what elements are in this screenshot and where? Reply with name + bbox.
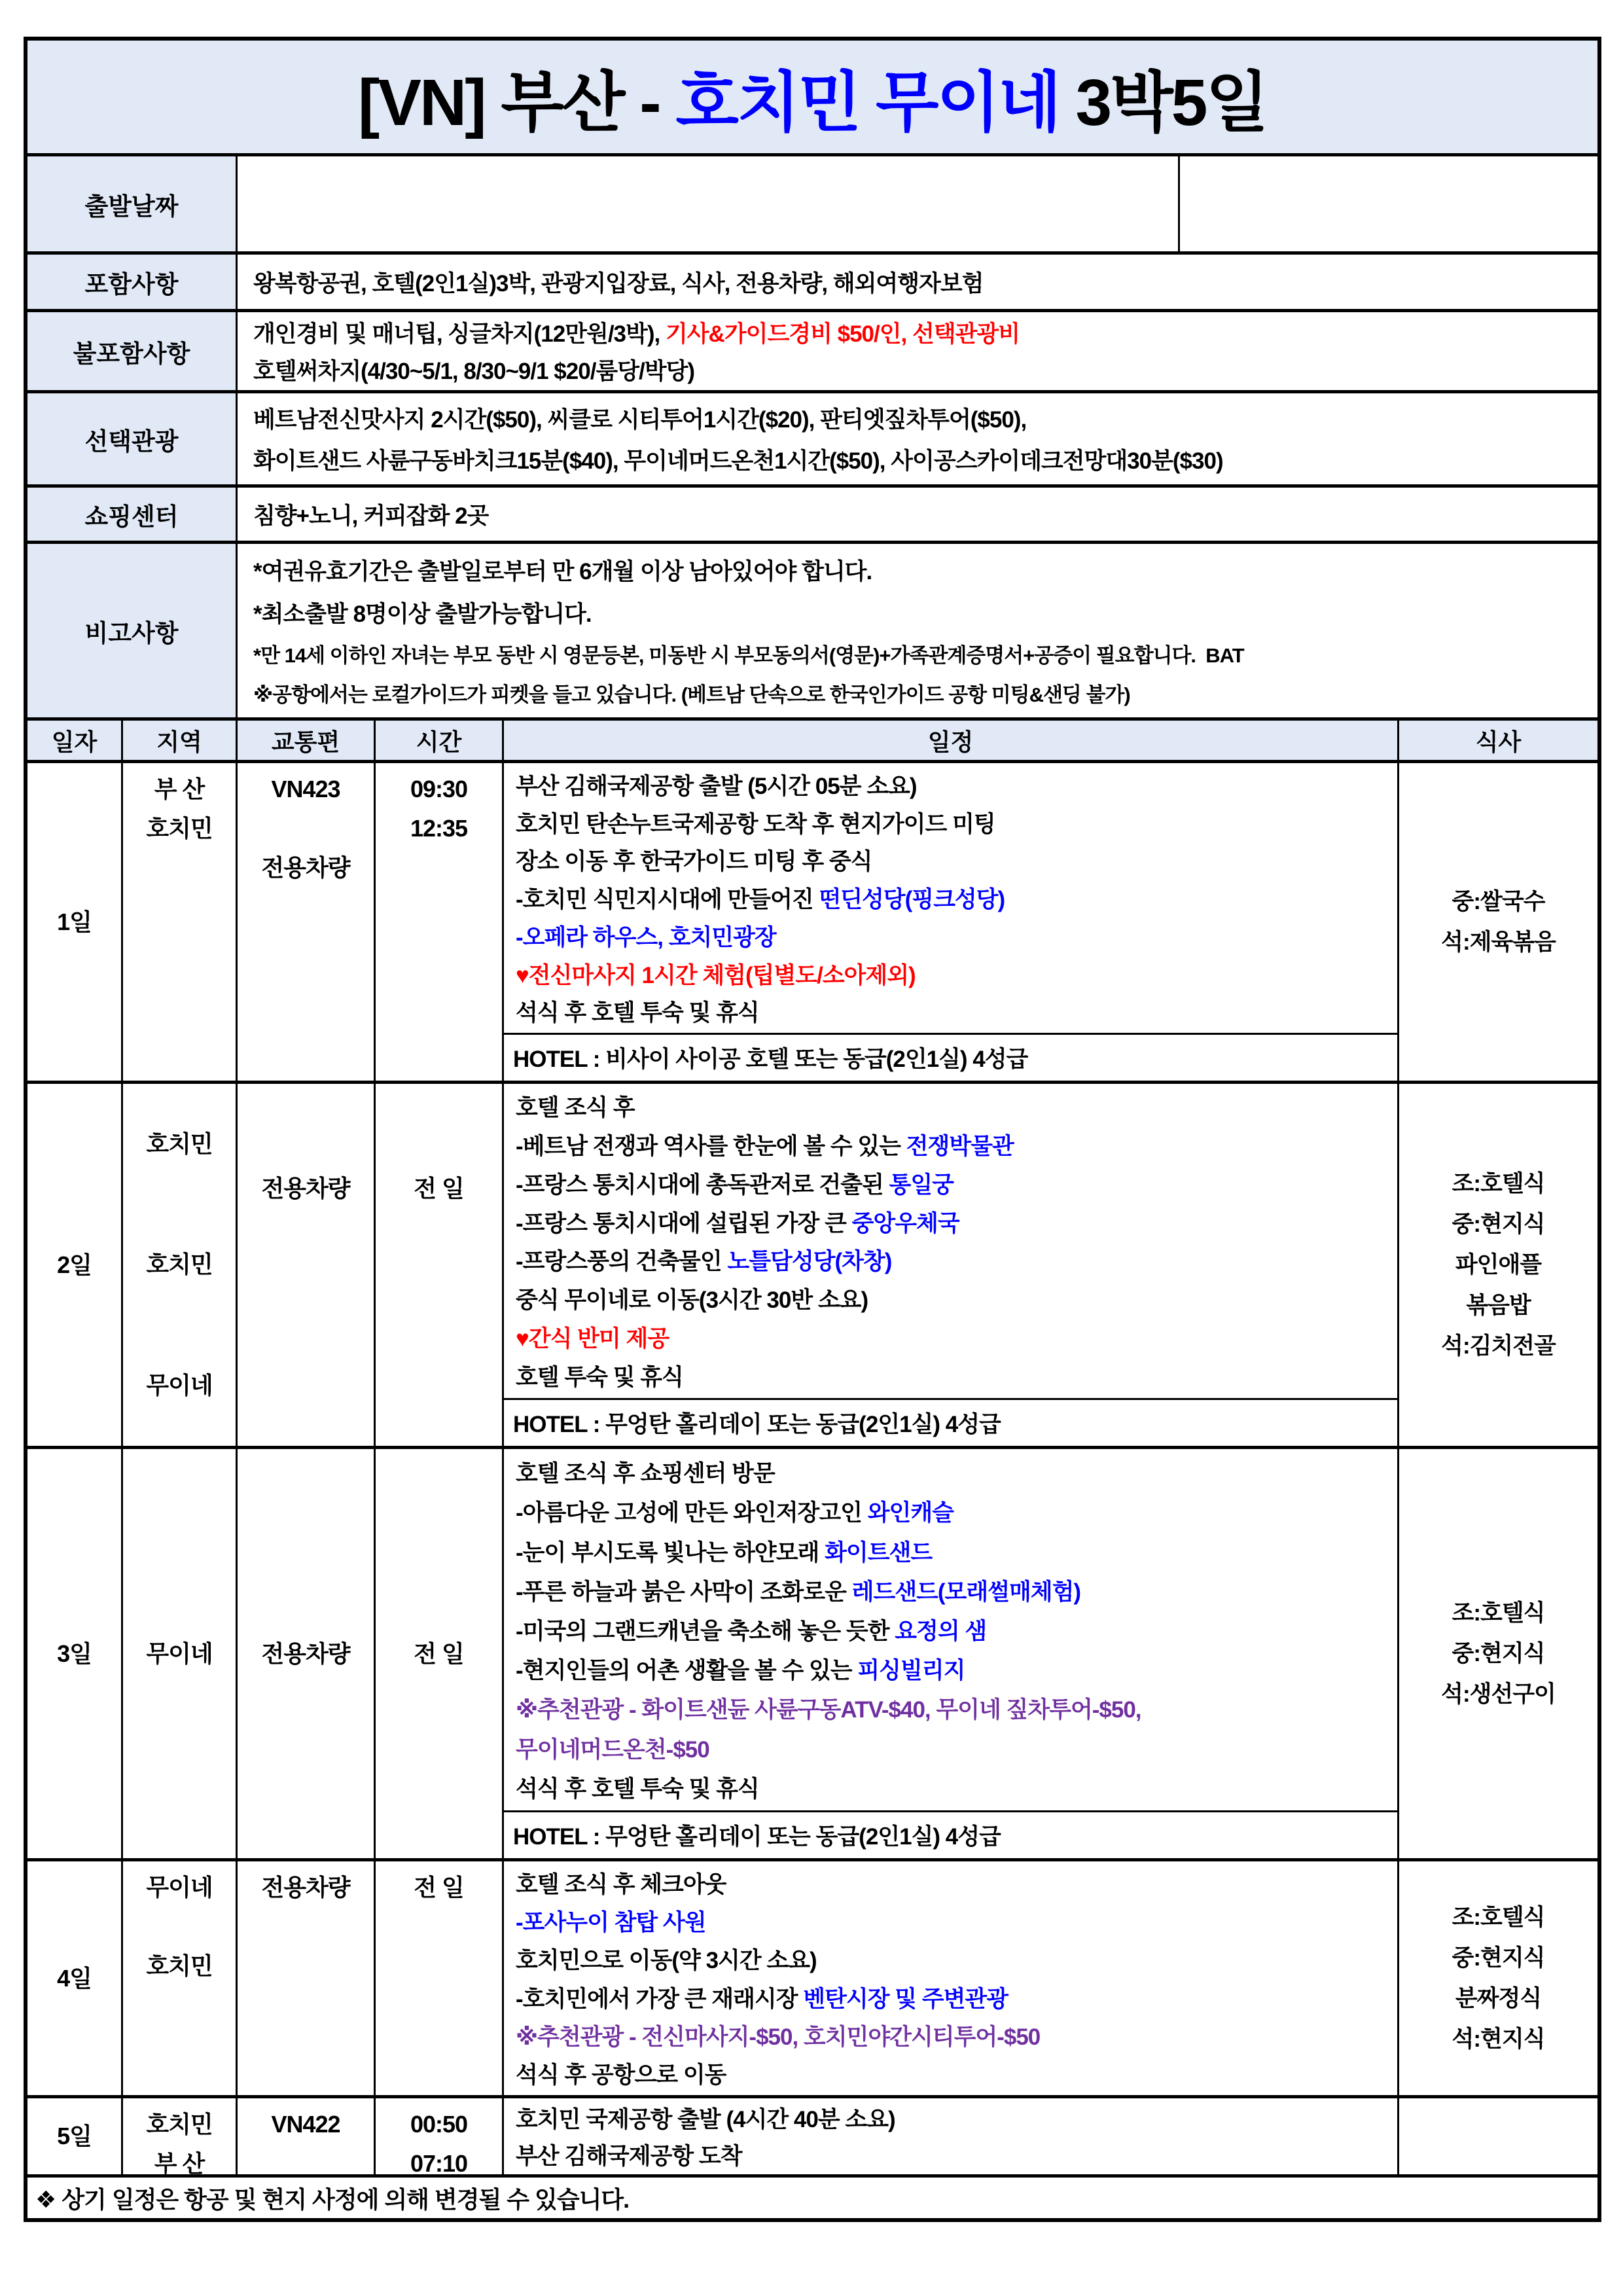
itinerary-line [516, 1359, 1397, 1392]
text-segment: 호치민 국제공항 출발 (4시간 40분 소요) [516, 2107, 895, 2133]
info-label: 불포함사항 [27, 312, 238, 390]
itinerary-line [516, 2138, 1397, 2171]
cell-line: 09:30 [410, 776, 468, 802]
text-segment: -호치민 식민지시대에 만들어진 [516, 887, 819, 912]
itinerary-line [516, 995, 1397, 1028]
title-highlight: 호치민 무이네 [675, 66, 1060, 139]
cell-line: VN423 [271, 776, 340, 802]
region-cell [123, 1861, 238, 2095]
info-row-1 [27, 153, 1597, 251]
text-segment: *최소출발 8명이상 출발가능합니다. [253, 601, 592, 627]
cell-line: 전용차량 [261, 1640, 350, 1667]
meal-cell [1399, 1084, 1597, 1446]
meal-line: 석:김치전골 [1441, 1333, 1556, 1359]
cell-line: 호치민 [146, 1251, 213, 1278]
schedule-days [27, 760, 1597, 2174]
info-label: 출발날짜 [27, 156, 238, 251]
cell-line: 무이네 [146, 1371, 213, 1399]
text-segment: 호텔써차지(4/30~5/1, 8/30~9/1 $20/룸당/박당) [253, 358, 695, 384]
meal-line: 석:현지식 [1452, 2026, 1545, 2052]
meal-line: 중:쌀국수 [1452, 888, 1545, 914]
text-segment: 요정의 샘 [895, 1618, 987, 1644]
time-cell [376, 1861, 504, 2095]
cell-line: 호치민 [146, 1130, 213, 1158]
cell-line: 무이네 [146, 1640, 213, 1667]
info-value [238, 393, 1597, 484]
itinerary-lines [504, 763, 1397, 1033]
text-segment: -베트남 전쟁과 역사를 한눈에 볼 수 있는 [516, 1133, 906, 1159]
cell-line: 전용차량 [261, 854, 350, 881]
itinerary-line [516, 1535, 1397, 1568]
itinerary-line [516, 1867, 1397, 1899]
meal-line: 분짜정식 [1455, 1985, 1542, 2011]
text-segment: 침향+노니, 커피잡화 2곳 [253, 503, 489, 529]
text-segment: ※추천관광 - 화이트샌듄 사륜구동ATV-$40, 무이네 짚차투어-$50, [516, 1697, 1141, 1723]
title-prefix: [VN] 부산 - [358, 66, 676, 139]
itinerary-line [516, 844, 1397, 876]
itinerary-line [516, 1167, 1397, 1200]
time-cell [376, 763, 504, 1081]
day-row-3 [27, 1446, 1597, 1858]
info-row-4 [27, 390, 1597, 484]
region-cell [123, 2098, 238, 2174]
meal-line: 중:현지식 [1452, 1945, 1545, 1971]
text-segment: 호텔 조식 후 쇼핑센터 방문 [516, 1461, 775, 1487]
meal-line: 석:생선구이 [1441, 1681, 1556, 1707]
meal-cell [1399, 1449, 1597, 1858]
text-segment: *만 14세 이하인 자녀는 부모 동반 시 영문등본, 미동반 시 부모동의서(영문)+가족관계증명서+공증이 필요합니다. BAT [253, 644, 1244, 667]
footer-note [27, 2174, 1597, 2218]
itinerary-line [516, 1771, 1397, 1804]
text-segment: 석식 후 공항으로 이동 [516, 2062, 726, 2088]
cell-line: 07:10 [410, 2150, 468, 2174]
text-segment: 부산 김해국제공항 도착 [516, 2143, 742, 2169]
text-segment: -아름다운 고성에 만든 와인저장고인 [516, 1500, 868, 1526]
itinerary-line [516, 1456, 1397, 1488]
text-segment: ♥전신마사지 1시간 체험(팁별도/소아제외) [516, 962, 916, 988]
region-cell [123, 1084, 238, 1446]
text-segment: 중앙우체국 [851, 1210, 959, 1236]
cell-line [376, 1130, 502, 1169]
text-line [253, 596, 1597, 629]
text-segment: 호치민 탄손누트국제공항 도착 후 현지가이드 미팅 [516, 811, 995, 837]
text-segment: 호텔 조식 후 체크아웃 [516, 1872, 726, 1898]
text-segment: 벤탄시장 및 주변관광 [803, 1986, 1008, 2012]
text-segment: ♥간식 반미 제공 [516, 1326, 669, 1352]
text-segment: 무이네머드온천-$50 [516, 1736, 709, 1763]
text-segment: 석식 후 호텔 투숙 및 휴식 [516, 1776, 759, 1802]
column-header-meal: 식사 [1475, 728, 1522, 755]
itinerary-line [516, 2019, 1397, 2052]
text-segment: -포사누이 참탑 사원 [516, 1910, 706, 1936]
title-suffix: 3박5일 [1059, 66, 1267, 139]
cell-line: 호치민 [146, 2111, 213, 2138]
cell-line: 전용차량 [261, 1874, 350, 1901]
day-number: 2일 [57, 1251, 92, 1278]
transport-cell [238, 1449, 376, 1858]
itinerary-line [516, 1732, 1397, 1765]
schedule-cell [504, 763, 1399, 1081]
column-header-day: 일자 [27, 721, 123, 760]
text-segment: 피싱빌리지 [857, 1658, 965, 1684]
cell-line: 00:50 [410, 2111, 468, 2138]
cell-line: 전 일 [414, 1874, 464, 1901]
text-segment: 왕복항공권, 호텔(2인1실)3박, 관광지입장료, 식사, 전용차량, 해외여행자보험 [253, 270, 984, 296]
cell-line: 12:35 [410, 815, 468, 842]
text-line [253, 639, 1597, 668]
itinerary-line [516, 1905, 1397, 1937]
column-header-schedule: 일정 [504, 721, 1399, 760]
text-segment: -프랑스풍의 건축물인 [516, 1249, 728, 1275]
cell-line: 부 산 [154, 2150, 205, 2174]
text-segment: 통일궁 [889, 1172, 954, 1198]
day-number: 3일 [57, 1640, 92, 1667]
meal-line: 중:현지식 [1452, 1640, 1545, 1666]
footer-text: ❖ 상기 일정은 항공 및 현지 사정에 의해 변경될 수 있습니다. [35, 2185, 630, 2213]
day-row-5 [27, 2095, 1597, 2174]
itinerary-line [516, 1692, 1397, 1725]
itinerary-line [516, 1090, 1397, 1122]
text-segment: ※공항에서는 로컬가이드가 피켓을 들고 있습니다. (베트남 단속으로 한국인가이드 공항 미팅&샌딩 불가) [253, 683, 1130, 706]
transport-cell [238, 763, 376, 1081]
meal-line: 볶음밥 [1466, 1292, 1531, 1318]
text-segment: -미국의 그랜드캐년을 축소해 놓은 듯한 [516, 1618, 895, 1644]
document-title [27, 41, 1597, 153]
text-segment: 레드샌드(모래썰매체험) [851, 1579, 1081, 1605]
info-value [238, 156, 1597, 251]
meal-line: 조:호텔식 [1452, 1600, 1545, 1626]
time-cell [376, 2098, 504, 2174]
itinerary-line [516, 1206, 1397, 1238]
text-segment: 장소 이동 후 한국가이드 미팅 후 중식 [516, 849, 872, 875]
info-label: 비고사항 [27, 544, 238, 717]
info-row-5 [27, 484, 1597, 541]
transport-cell [238, 2098, 376, 2174]
itinerary-lines [504, 1449, 1397, 1810]
text-line [253, 353, 1597, 386]
info-section [27, 153, 1597, 717]
itinerary-line [516, 1321, 1397, 1354]
day-number-cell [27, 1084, 123, 1446]
cell-line: 무이네 [146, 1874, 213, 1901]
time-cell [376, 1084, 504, 1446]
cell-line [238, 809, 374, 848]
text-line [253, 266, 1597, 298]
text-segment: -오페라 하우스, 호치민광장 [516, 924, 776, 950]
schedule-cell [504, 1084, 1399, 1446]
info-value [238, 544, 1597, 717]
day-row-1 [27, 760, 1597, 1081]
text-segment: -현지인들의 어촌 생활을 볼 수 있는 [516, 1658, 858, 1684]
schedule-cell [504, 1861, 1399, 2095]
itinerary-line [516, 768, 1397, 801]
cell-line: 전 일 [414, 1640, 464, 1667]
meal-cell [1399, 763, 1597, 1081]
info-value [238, 255, 1597, 309]
text-segment: 떤딘성당(핑크성당) [819, 887, 1005, 912]
text-segment: 기사&가이드경비 $50/인, 선택관광비 [665, 321, 1020, 348]
day-number-cell [27, 1449, 123, 1858]
itinerary-line [516, 1128, 1397, 1161]
schedule-cell [504, 2098, 1399, 2174]
departure-date-field [238, 156, 1180, 251]
text-segment: 호치민으로 이동(약 3시간 소요) [516, 1948, 817, 1974]
itinerary-line [516, 882, 1397, 914]
meal-cell [1399, 2098, 1597, 2174]
text-segment: 와인캐슬 [867, 1500, 954, 1526]
itinerary-document [24, 37, 1601, 2222]
cell-line [238, 1090, 374, 1130]
meal-line: 파인애플 [1455, 1251, 1542, 1278]
itinerary-line [516, 1653, 1397, 1685]
info-label: 선택관광 [27, 393, 238, 484]
text-segment: -프랑스 통치시대에 설립된 가장 큰 [516, 1210, 852, 1236]
info-value [238, 312, 1597, 390]
cell-line: 호치민 [146, 815, 213, 842]
cell-line: 전 일 [414, 1175, 464, 1202]
text-line [253, 678, 1597, 708]
itinerary-lines [504, 2098, 1397, 2174]
day-row-2 [27, 1081, 1597, 1446]
region-cell [123, 763, 238, 1081]
hotel-line: HOTEL : 비사이 사이공 호텔 또는 동급(2인1실) 4성급 [504, 1033, 1397, 1081]
itinerary-line [516, 2057, 1397, 2090]
hotel-line: HOTEL : 무엉탄 홀리데이 또는 동급(2인1실) 4성급 [504, 1810, 1397, 1858]
info-row-6 [27, 541, 1597, 717]
text-segment: 석식 후 호텔 투숙 및 휴식 [516, 1000, 759, 1026]
cell-line: 전용차량 [261, 1175, 350, 1202]
itinerary-line [516, 1943, 1397, 1975]
day-number-cell [27, 2098, 123, 2174]
text-segment: -호치민에서 가장 큰 재래시장 [516, 1986, 804, 2012]
text-segment: ※추천관광 - 전신마사지-$50, 호치민야간시티투어-$50 [516, 2024, 1041, 2050]
day-number: 5일 [57, 2123, 92, 2149]
hotel-line: HOTEL : 무엉탄 홀리데이 또는 동급(2인1실) 4성급 [504, 1398, 1397, 1446]
cell-line: 호치민 [146, 1952, 213, 1979]
itinerary-line [516, 1282, 1397, 1315]
text-segment: 베트남전신맛사지 2시간($50), 씨클로 시티투어1시간($20), 판티엣짚차투어($50), [253, 407, 1027, 433]
text-segment: 전쟁박물관 [906, 1133, 1014, 1159]
itinerary-line [516, 806, 1397, 839]
itinerary-line [516, 1244, 1397, 1276]
day-number: 1일 [57, 908, 92, 935]
itinerary-line [516, 1981, 1397, 2014]
transport-cell [238, 1861, 376, 2095]
day-number-cell [27, 1861, 123, 2095]
itinerary-line [516, 2102, 1397, 2134]
meal-line: 중:현지식 [1452, 1211, 1545, 1237]
text-line [253, 316, 1597, 349]
column-header-time: 시간 [376, 721, 504, 760]
day-row-4 [27, 1858, 1597, 2095]
column-header-transport: 교통편 [238, 721, 376, 760]
info-row-3 [27, 309, 1597, 390]
meal-line: 석:제육볶음 [1441, 929, 1556, 955]
cell-line: VN422 [271, 2111, 340, 2138]
text-segment: 화이트샌드 [825, 1539, 933, 1566]
text-segment: -눈이 부시도록 빛나는 하얀모래 [516, 1539, 825, 1566]
itinerary-lines [504, 1084, 1397, 1398]
text-line [253, 443, 1597, 476]
cell-line: 부 산 [154, 776, 205, 802]
region-cell [123, 1449, 238, 1858]
itinerary-line [516, 920, 1397, 952]
info-label: 포함사항 [27, 255, 238, 309]
text-line [253, 402, 1597, 435]
text-line [253, 554, 1597, 586]
text-segment: 개인경비 및 매너팁, 싱글차지(12만원/3박), [253, 321, 666, 348]
schedule-header-row [27, 717, 1597, 760]
text-segment: 호텔 조식 후 [516, 1094, 635, 1121]
text-segment: 화이트샌드 사륜구동바치크15분($40), 무이네머드온천1시간($50), 사이공스카이데크전망대30분($30) [253, 448, 1223, 474]
itinerary-line [516, 1574, 1397, 1607]
time-cell [376, 1449, 504, 1858]
info-value [238, 488, 1597, 541]
text-segment: 중식 무이네로 이동(3시간 30반 소요) [516, 1287, 868, 1314]
meal-cell [1399, 1861, 1597, 2095]
day-number-cell [27, 763, 123, 1081]
text-segment: -푸른 하늘과 붉은 사막이 조화로운 [516, 1579, 852, 1605]
meal-line: 조:호텔식 [1452, 1170, 1545, 1196]
itinerary-lines [504, 1861, 1397, 2095]
schedule-cell [504, 1449, 1399, 1858]
text-line [253, 498, 1597, 531]
text-segment: 노틀담성당(차창) [727, 1249, 892, 1275]
text-segment: 부산 김해국제공항 출발 (5시간 05분 소요) [516, 773, 917, 799]
text-segment: 호텔 투숙 및 휴식 [516, 1365, 683, 1390]
day-number: 4일 [57, 1964, 92, 1992]
info-row-2 [27, 251, 1597, 309]
cell-line [238, 1130, 374, 1169]
info-label: 쇼핑센터 [27, 488, 238, 541]
cell-line [376, 1090, 502, 1130]
text-segment: *여권유효기간은 출발일로부터 만 6개월 이상 남아있어야 합니다. [253, 559, 872, 584]
cell-line [123, 1907, 236, 1946]
itinerary-line [516, 1613, 1397, 1646]
column-header-region: 지역 [123, 721, 238, 760]
departure-date-extra-field [1180, 156, 1597, 251]
meal-line: 조:호텔식 [1452, 1904, 1545, 1930]
text-segment: -프랑스 통치시대에 총독관저로 건출된 [516, 1172, 889, 1198]
itinerary-line [516, 1495, 1397, 1528]
itinerary-line [516, 958, 1397, 990]
transport-cell [238, 1084, 376, 1446]
